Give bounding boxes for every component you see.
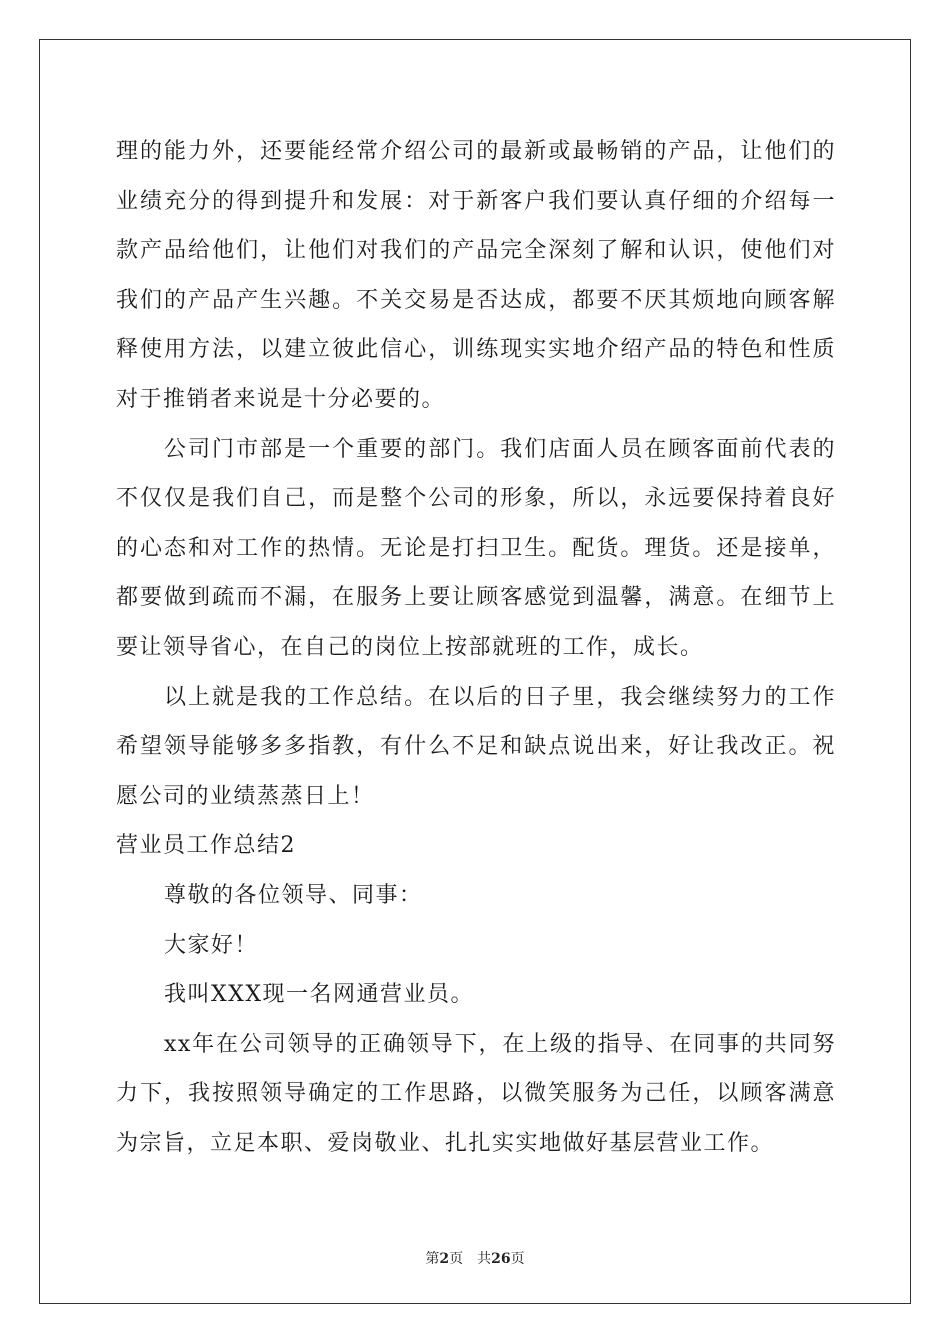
document-body <box>116 127 836 1168</box>
total-suffix: 页 <box>510 1251 525 1267</box>
total-pages: 26 <box>491 1251 511 1267</box>
salutation: 尊敬的各位领导、同事： <box>164 882 423 908</box>
paragraph-1: 理的能力外，还要能经常介绍公司的最新或最畅销的产品，让他们的业绩充分的得到提升和发展：对于新客户我们要认真仔细的介绍每一款产品给他们，让他们对我们的产品完全深刻了解和认识，使他们对我们的产品产生兴趣。不关交易是否达成，都要不厌其烦地向顾客解释使用方法，以建立彼此信心，训练现实实地介绍产品的特色和性质对于推销者来说是十分必要的。 <box>116 139 836 412</box>
section-heading: 营业员工作总结2 <box>116 833 296 859</box>
page-prefix: 第 <box>425 1251 440 1267</box>
paragraph-3: 以上就是我的工作总结。在以后的日子里，我会继续努力的工作希望领导能够多多指教，有什么不足和缺点说出来，好让我改正。祝愿公司的业绩蒸蒸日上！ <box>116 684 836 809</box>
paragraph-8: xx年在公司领导的正确领导下，在上级的指导、在同事的共同努力下，我按照领导确定的工作思路，以微笑服务为己任，以顾客满意为宗旨，立足本职、爱岗敬业、扎扎实实地做好基层营业工作。 <box>116 1031 836 1156</box>
greeting: 大家好！ <box>164 932 259 958</box>
self-introduction: 我叫XXX现一名网通营业员。 <box>164 982 474 1008</box>
page-number: 2 <box>439 1251 450 1267</box>
paragraph-2: 公司门市部是一个重要的部门。我们店面人员在顾客面前代表的不仅仅是我们自己，而是整个公司的形象，所以，永远要保持着良好的心态和对工作的热情。无论是打扫卫生。配货。理货。还是接单，都要做到疏而不漏，在服务上要让顾客感觉到温馨，满意。在细节上要让领导省心，在自己的岗位上按部就班的工作，成长。 <box>116 436 836 660</box>
total-prefix: 共 <box>477 1251 492 1267</box>
page-suffix: 页 <box>449 1251 464 1267</box>
page-footer <box>0 1248 950 1268</box>
